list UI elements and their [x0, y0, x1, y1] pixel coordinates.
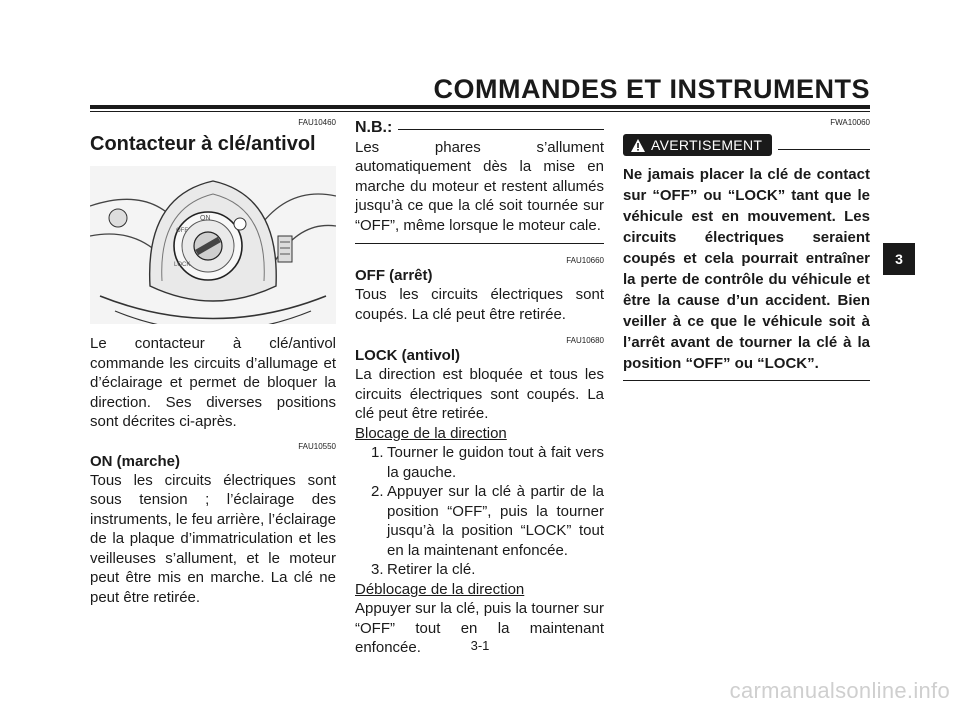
intro-paragraph: Le contacteur à clé/antivol commande les circuits d’allumage et d’éclairage et permet de bloquer la direction. Ses diverses positions sont décrites ci-après.	[90, 335, 336, 430]
warning-rule	[778, 149, 870, 150]
warning-label: AVERTISEMENT	[651, 137, 763, 153]
reference-code: FAU10550	[298, 441, 336, 451]
warning-end-rule	[623, 380, 870, 381]
deblocage-paragraph: Appuyer sur la clé, puis la tourner sur “OFF” tout en la maintenant enfoncée.	[355, 600, 604, 656]
reference-code: FWA10060	[830, 118, 870, 127]
header-rule	[90, 105, 870, 109]
reference-code: FAU10460	[298, 118, 336, 127]
lock-paragraph: La direction est bloquée et tous les circuits électriques sont coupés. La clé peut être retirée.	[355, 366, 604, 422]
lock-heading: LOCK (antivol)	[355, 347, 460, 364]
list-item: 1. Tourner le guidon tout à fait vers la gauche.	[371, 444, 604, 481]
column-middle	[355, 118, 604, 658]
illustration-label-on: ON	[200, 215, 211, 222]
blocage-subheading: Blocage de la direction	[355, 424, 507, 442]
page-heading: Contacteur à clé/antivol	[90, 133, 316, 155]
watermark: carmanualsonline.info	[729, 678, 950, 703]
note-rule	[398, 129, 604, 130]
steps-list	[355, 443, 604, 580]
warning-header	[623, 134, 870, 156]
off-paragraph: Tous les circuits électriques sont coupés. La clé peut être retirée.	[355, 286, 604, 323]
ignition-switch-drawing	[90, 166, 336, 324]
warning-triangle-icon	[631, 139, 645, 152]
reference-code: FAU10680	[566, 336, 604, 345]
header-rule-thin	[90, 111, 870, 112]
illustration-label-lock: LOCK	[174, 262, 191, 268]
column-right	[623, 118, 870, 381]
warning-paragraph: Ne jamais placer la clé de contact sur “OFF” ou “LOCK” tant que le véhicule est en mouvement. Les circuits électriques seraient coupés et cela pourrait entraîner la perte de contrôle du véhicule et être la cause d’un accident. Bien veiller à ce que le véhicule soit à l’arrêt avant de tourner la clé à la position “OFF” ou “LOCK”.	[623, 166, 870, 372]
reference-code: FAU10660	[566, 256, 604, 265]
list-item: 2. Appuyer sur la clé à partir de la position “OFF”, puis la tourner jusqu’à la position “LOCK” tout en la maintenant enfoncée.	[371, 483, 604, 559]
illustration-label-off: OFF	[176, 228, 188, 234]
off-heading: OFF (arrêt)	[355, 267, 433, 284]
note-paragraph: Les phares s’allument automatiquement dès la mise en marche du moteur et restent allumés jusqu’à ce que la clé soit tournée sur “OFF”, même lorsque le moteur cale.	[355, 138, 604, 234]
ignition-switch-illustration	[90, 166, 336, 324]
note-header	[355, 118, 604, 138]
chapter-tab: 3	[883, 243, 915, 275]
warning-badge	[623, 134, 772, 156]
list-item: 3. Retirer la clé.	[371, 561, 476, 578]
deblocage-subheading: Déblocage de la direction	[355, 580, 525, 598]
column-left	[90, 118, 336, 607]
on-paragraph: Tous les circuits électriques sont sous tension ; l’éclairage des instruments, le feu arrière, l’éclairage de la plaque d’immatriculation et les veilleuses s’allument, et le moteur peut être mis en marche. La clé ne peut être retirée.	[90, 471, 336, 606]
note-end-rule	[355, 243, 604, 244]
page-number: 3-1	[470, 638, 490, 653]
note-label: N.B.:	[355, 119, 393, 136]
section-title: COMMANDES ET INSTRUMENTS	[433, 74, 870, 104]
on-heading: ON (marche)	[90, 452, 181, 470]
